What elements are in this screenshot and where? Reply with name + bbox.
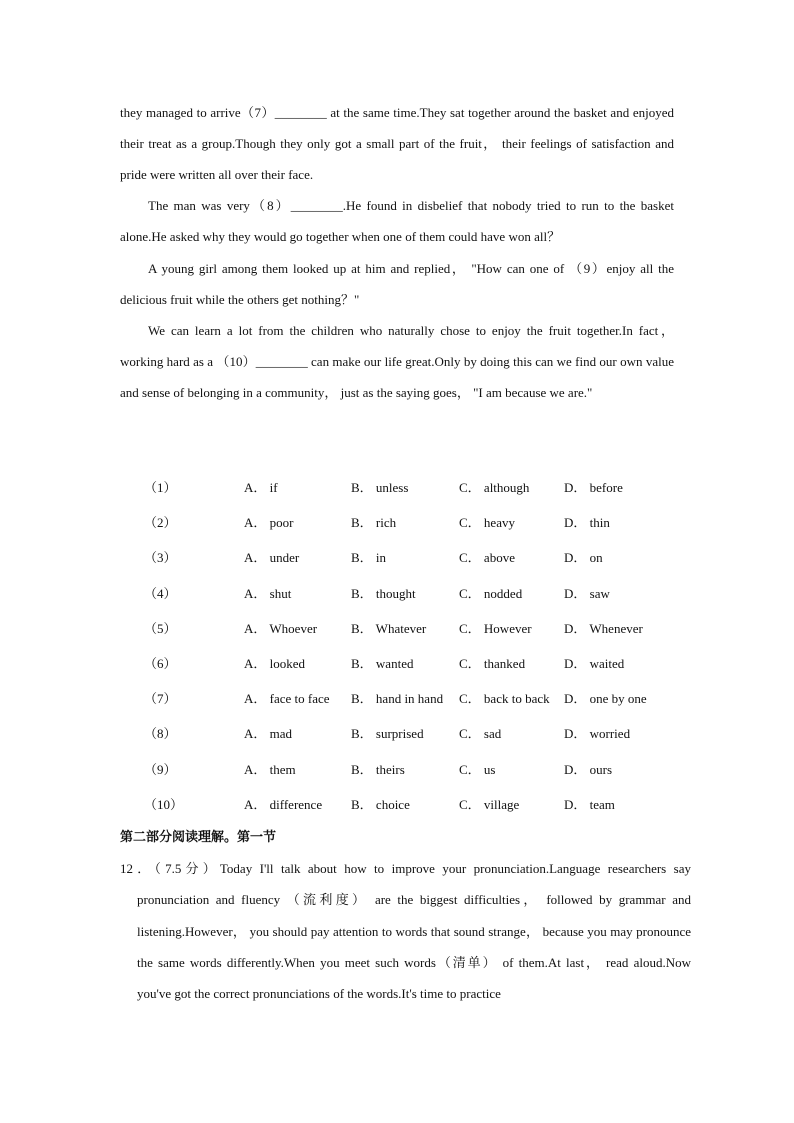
option-d: D． worried — [564, 726, 631, 742]
option-b: B． theirs — [351, 761, 405, 777]
option-d: D． team — [564, 796, 615, 812]
option-c: C． although — [459, 480, 530, 495]
option-row — [120, 684, 680, 719]
option-row — [120, 790, 680, 825]
option-row — [120, 543, 680, 578]
option-d: D． thin — [564, 515, 610, 531]
option-a: A． mad — [244, 726, 293, 742]
option-a: A． under — [244, 550, 300, 566]
option-b: B． choice — [351, 796, 410, 812]
option-row — [120, 579, 680, 614]
option-b: B． surprised — [351, 726, 424, 742]
section-title: 第二部分阅读理解。第一节 — [120, 830, 277, 845]
option-c: C． sad — [459, 726, 502, 742]
option-row — [120, 473, 680, 508]
option-a: A． looked — [244, 655, 306, 671]
option-d: D． saw — [564, 585, 610, 601]
option-number: （6） — [144, 655, 177, 671]
option-number: （3） — [144, 550, 177, 566]
option-d: D． ours — [564, 761, 613, 777]
options-table — [120, 473, 680, 825]
option-b: B． hand in hand — [351, 691, 444, 707]
option-b: B． rich — [351, 515, 397, 531]
option-a: A． face to face — [244, 691, 330, 707]
passage-paragraph-4: We can learn a lot from the children who naturally chose to enjoy the fruit together.In fact， working hard as a （10）________ can make our life great.Only by doing this can we find our own value and sense of belonging in a community， just as the saying goes， "I am because we are." — [120, 323, 674, 401]
option-a: A． poor — [244, 515, 294, 531]
option-b: B． thought — [351, 585, 416, 601]
passage-paragraph-3: A young girl among them looked up at him and replied， "How can one of （9）enjoy all the delicious fruit while the others get nothing？" — [120, 261, 674, 308]
option-c: C． village — [459, 796, 520, 812]
option-number: （7） — [144, 691, 177, 707]
option-a: A． shut — [244, 585, 292, 601]
option-c: C． back to back — [459, 691, 550, 707]
option-a: A． difference — [244, 796, 323, 812]
option-c: C． However — [459, 620, 532, 636]
option-row — [120, 755, 680, 790]
option-c: C． above — [459, 550, 515, 566]
option-number: （5） — [144, 620, 177, 636]
option-d: D． waited — [564, 655, 625, 671]
option-a: A． if — [244, 480, 278, 495]
question-12: 12．（7.5分）Today I'll talk about how to improve your pronunciation.Language researchers say pronunciation and fluency （流利度） are the biggest difficulties， followed by grammar and listening.However， you should pay attention to words that sound strange， because you may pronounce the same words differently.When you meet such words（清单） of them.At last， read aloud.Now you've got the correct pronunciations of the words.It's time to practice — [120, 861, 691, 1002]
option-d: D． on — [564, 550, 603, 566]
option-b: B． wanted — [351, 655, 414, 671]
option-number: （10） — [144, 796, 184, 812]
option-c: C． heavy — [459, 515, 515, 531]
option-d: D． before — [564, 480, 623, 495]
option-row — [120, 614, 680, 649]
option-number: （8） — [144, 726, 177, 742]
option-d: D． Whenever — [564, 620, 643, 636]
option-a: A． Whoever — [244, 620, 318, 636]
option-row — [120, 649, 680, 684]
option-d: D． one by one — [564, 691, 647, 707]
option-a: A． them — [244, 761, 296, 777]
option-b: B． unless — [351, 480, 409, 495]
option-number: （9） — [144, 761, 177, 777]
option-c: C． us — [459, 761, 496, 777]
option-b: B． in — [351, 550, 387, 566]
passage-paragraph-1: they managed to arrive（7）________ at the same time.They sat together around the basket and enjoyed their treat as a group.Though they only got a small part of the fruit， their feelings of satisfaction and pride were written all over their face. — [120, 105, 674, 183]
option-number: （2） — [144, 515, 177, 531]
option-c: C． nodded — [459, 585, 523, 601]
option-row — [120, 719, 680, 754]
option-c: C． thanked — [459, 655, 526, 671]
option-b: B． Whatever — [351, 620, 427, 636]
option-number: （1） — [144, 480, 177, 495]
option-row — [120, 508, 680, 543]
option-number: （4） — [144, 585, 177, 601]
passage-paragraph-2: The man was very（8）________.He found in disbelief that nobody tried to run to the basket alone.He asked why they would go together when one of them could have won all？ — [120, 198, 674, 245]
